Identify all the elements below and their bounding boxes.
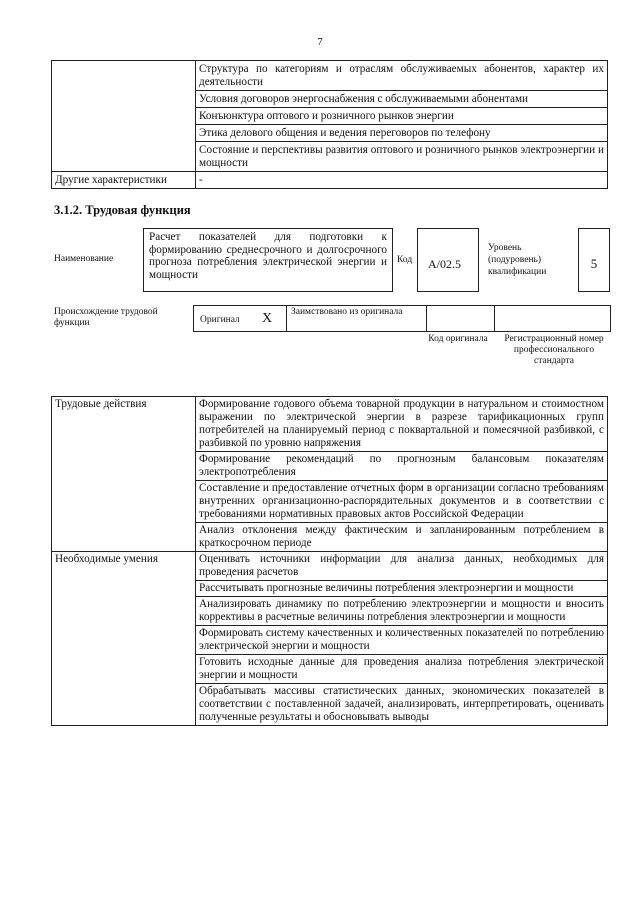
skill-cell: Готовить исходные данные для проведения анализа потребления электрической энергии и мощности <box>196 655 608 684</box>
other-characteristics-label: Другие характеристики <box>52 172 196 189</box>
table-cell: Конъюнктура оптового и розничного рынков энергии <box>196 108 608 125</box>
page-number: 7 <box>317 36 323 48</box>
registration-caption: Регистрационный номер профессионального стандарта <box>504 334 604 366</box>
table-empty-cell <box>52 61 196 172</box>
table-cell: Этика делового общения и ведения переговоров по телефону <box>196 125 608 142</box>
original-label: Оригинал <box>200 315 240 325</box>
action-cell: Формирование годового объема товарной продукции в натуральном и стоимостном выражении по электрической энергии в разрезе тарификационных групп потребителей на планируемый период с поквартальной и помесячной разбивкой, с разбивкой по уровню напряжения <box>196 397 608 452</box>
skill-cell: Анализировать динамику по потреблению электроэнергии и мощности и вносить коррективы в расчетные величины потребления электроэнергии и мощности <box>196 597 608 626</box>
skill-cell: Формировать систему качественных и количественных показателей по потреблению электрической энергии и мощности <box>196 626 608 655</box>
section-heading: 3.1.2. Трудовая функция <box>54 203 191 217</box>
code-original-caption: Код оригинала <box>428 334 488 344</box>
action-cell: Формирование рекомендаций по прогнозным балансовым показателям электропотребления <box>196 452 608 481</box>
function-name-box: Расчет показателей для подготовки к формированию среднесрочного и долгосрочного прогноза потребления электрической энергии и мощности <box>143 228 393 292</box>
other-characteristics-value: - <box>196 172 608 189</box>
borrowed-label: Заимствовано из оригинала <box>291 307 403 317</box>
table-cell: Структура по категориям и отраслям обслуживаемых абонентов, характер их деятельности <box>196 61 608 91</box>
name-label: Наименование <box>54 254 114 264</box>
level-label: Уровень (подуровень) квалификации <box>488 243 547 277</box>
level-value-box: 5 <box>578 228 610 292</box>
code-label: Код <box>397 255 413 265</box>
action-cell: Анализ отклонения между фактическим и запланированным потреблением в краткосрочном периоде <box>196 523 608 552</box>
table-cell: Состояние и перспективы развития оптового и розничного рынков электроэнергии и мощности <box>196 142 608 172</box>
knowledge-table <box>51 60 608 189</box>
origin-row <box>193 305 611 332</box>
skill-cell: Оценивать источники информации для анализа данных, необходимых для проведения расчетов <box>196 552 608 581</box>
function-table <box>51 396 608 726</box>
action-cell: Составление и предоставление отчетных форм в организации согласно требованиям внутренних организационно-распорядительных документов и в соответствии с требованиями нормативных правовых актов Российской Федерации <box>196 481 608 523</box>
origin-label: Происхождение трудовой функции <box>54 307 158 328</box>
divider <box>494 305 495 332</box>
original-mark: X <box>262 311 273 326</box>
skills-label: Необходимые умения <box>52 552 196 726</box>
skill-cell: Рассчитывать прогнозные величины потребления электроэнергии и мощности <box>196 581 608 597</box>
divider <box>426 305 427 332</box>
divider <box>286 305 287 332</box>
table-cell: Условия договоров энергоснабжения с обслуживаемыми абонентами <box>196 91 608 108</box>
code-value-box: A/02.5 <box>417 228 479 292</box>
actions-label: Трудовые действия <box>52 397 196 552</box>
skill-cell: Обрабатывать массивы статистических данных, экономических показателей в соответствии с поставленной задачей, анализировать, интерпретировать, оценивать полученные результаты и обосновывать выводы <box>196 684 608 726</box>
